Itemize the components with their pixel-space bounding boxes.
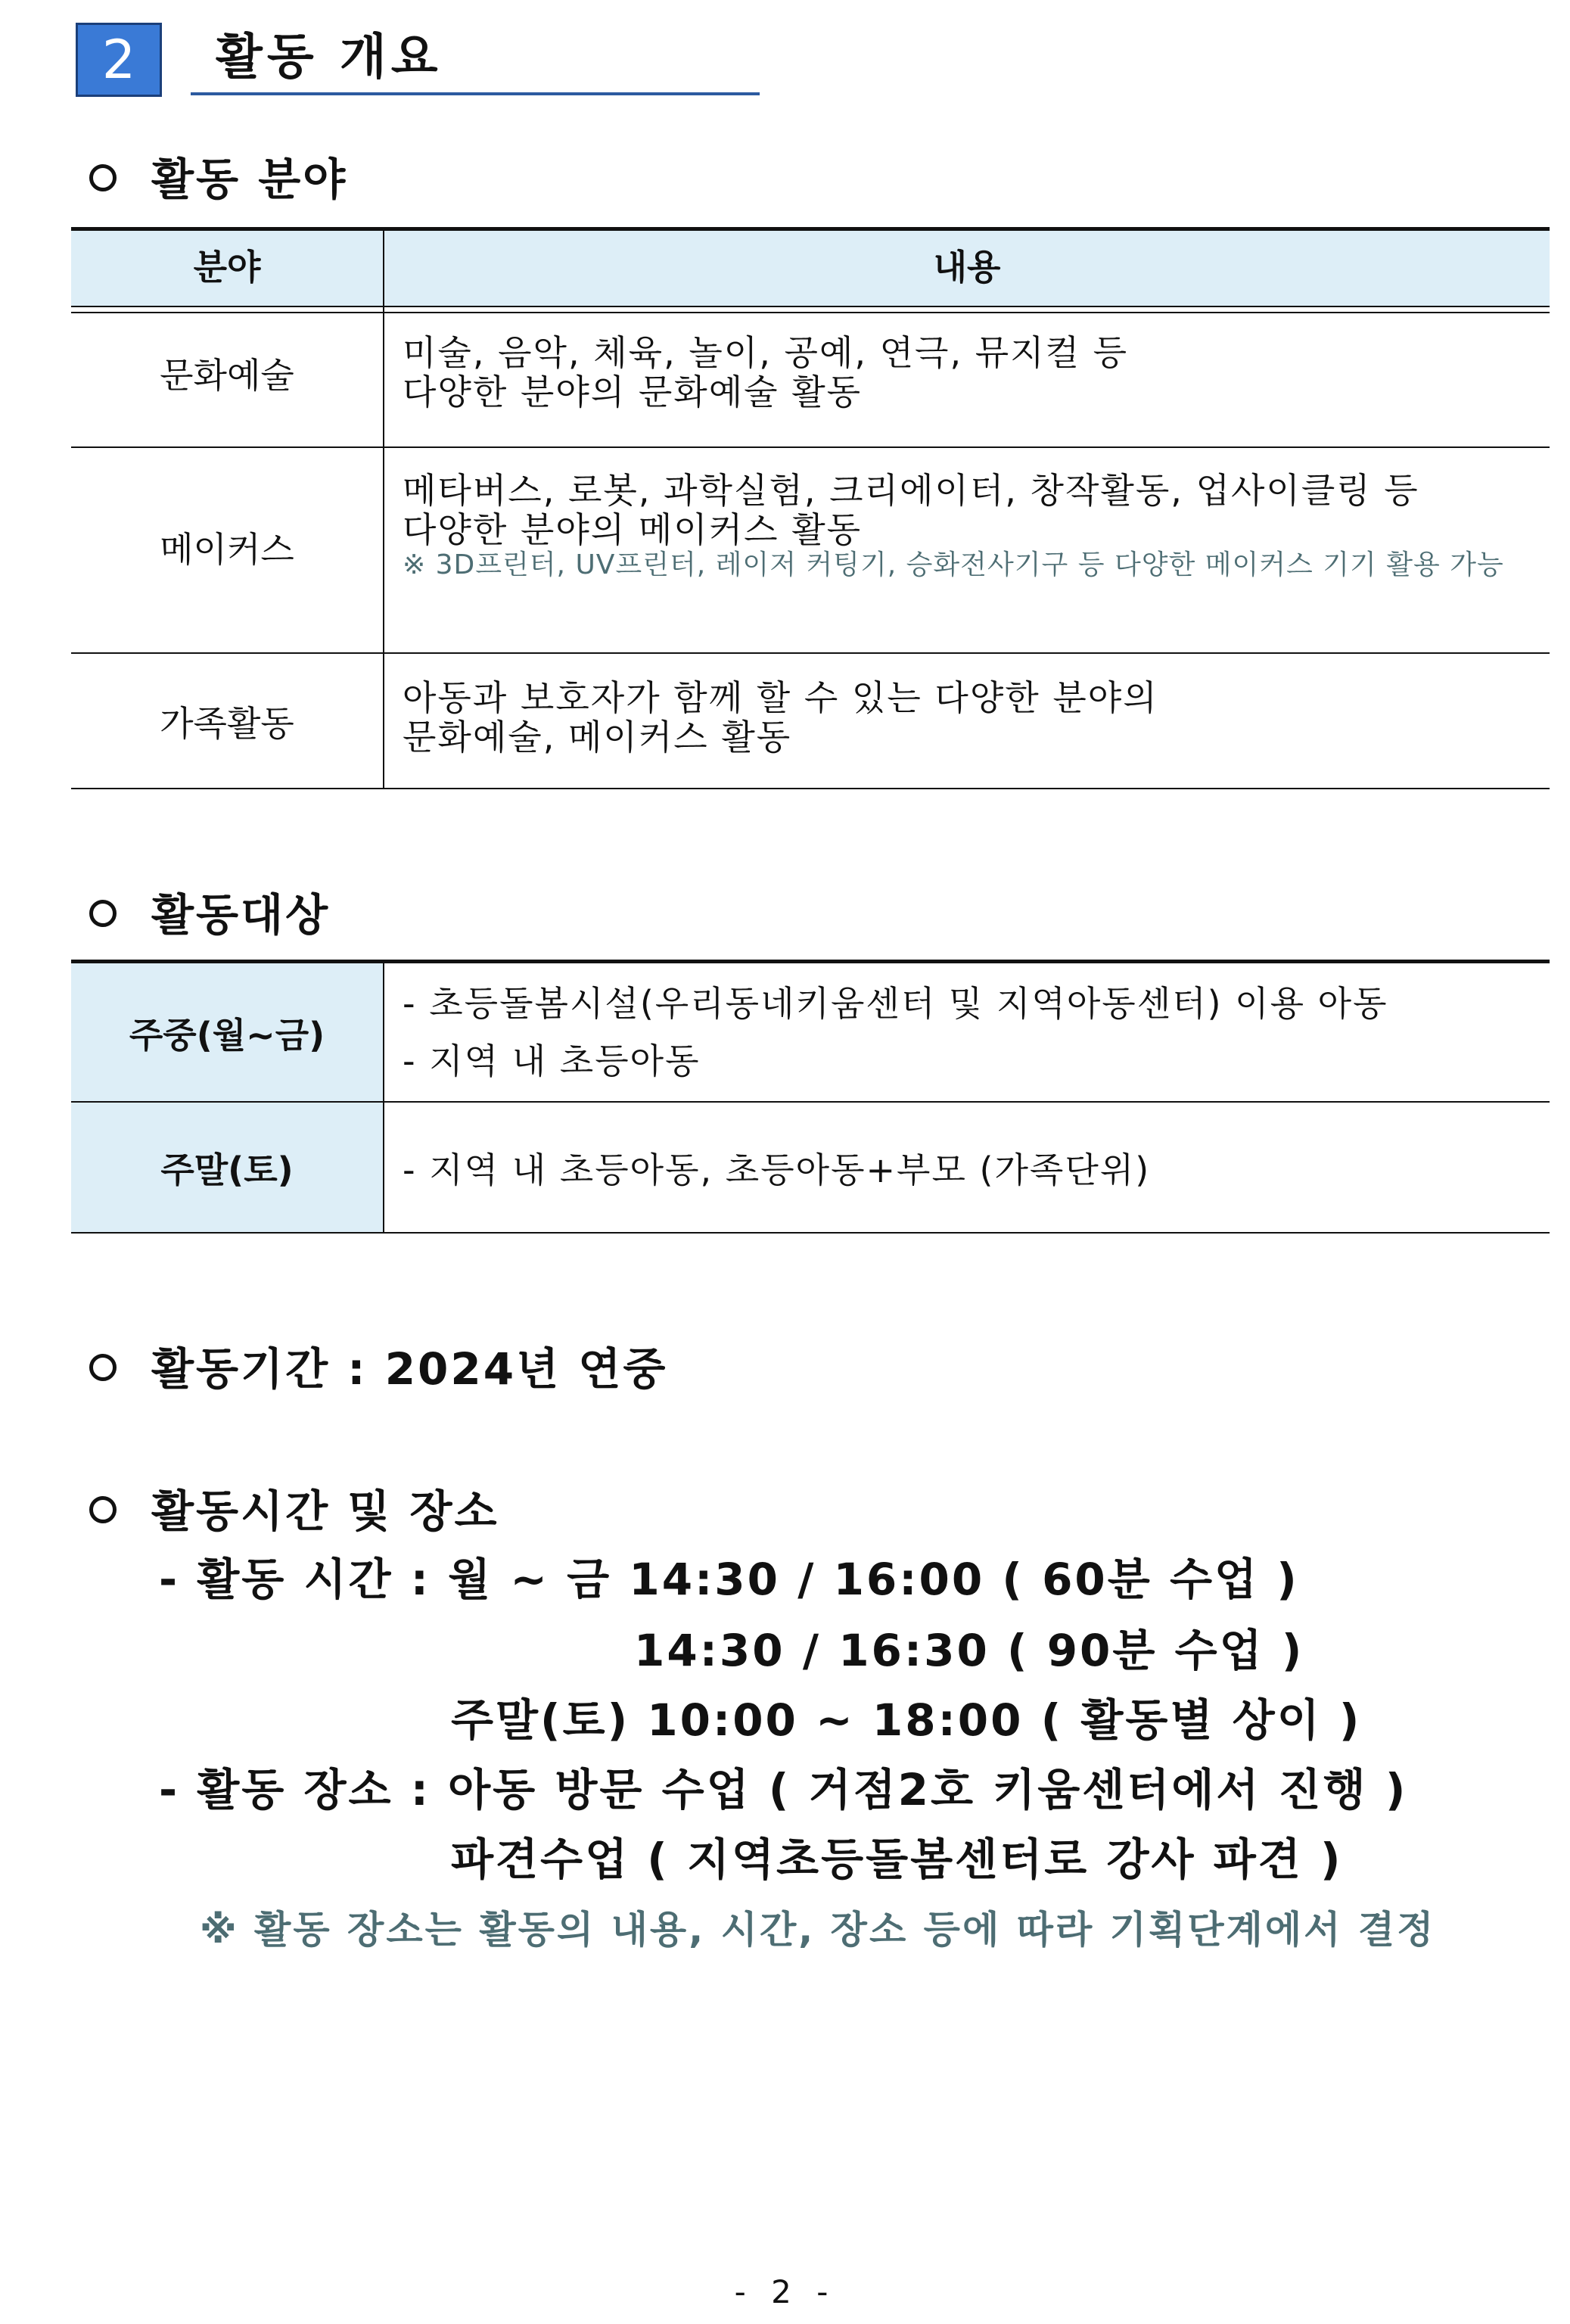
content-note: ※ 3D프린터, UV프린터, 레이저 커팅기, 승화전사기구 등 다양한 메이커스 기기 활용 가능 bbox=[403, 549, 1504, 580]
table-bottom-line bbox=[71, 1232, 1550, 1234]
heading-targets bbox=[89, 879, 330, 943]
table-row-divider bbox=[71, 652, 1550, 654]
heading-period-text: 활동기간 : 2024년 연중 bbox=[151, 1343, 668, 1395]
place-note: ※ 활동 장소는 활동의 내용, 시간, 장소 등에 따라 기획단계에서 결정 bbox=[200, 1908, 1436, 1952]
content-line: 아동과 보호자가 함께 할 수 있는 다양한 분야의 bbox=[403, 677, 1158, 718]
table-row-category: 문화예술 bbox=[160, 355, 294, 396]
heading-activity-fields bbox=[89, 144, 347, 207]
weekday-line: - 지역 내 초등아동 bbox=[403, 1041, 701, 1081]
circle-bullet-icon bbox=[89, 900, 117, 927]
heading-schedule bbox=[89, 1476, 499, 1539]
content-line: 다양한 분야의 메이커스 활동 bbox=[403, 509, 863, 550]
place-line-1: - 활동 장소 : 아동 방문 수업 ( 거점2호 키움센터에서 진행 ) bbox=[159, 1764, 1408, 1815]
content-line: 다양한 분야의 문화예술 활동 bbox=[403, 372, 863, 412]
weekday-category: 주중(월~금) bbox=[129, 1015, 325, 1056]
table-row-category: 메이커스 bbox=[160, 529, 294, 570]
table-row-category: 가족활동 bbox=[160, 703, 294, 744]
table-column-divider bbox=[383, 227, 384, 789]
table-row-content bbox=[403, 333, 1537, 412]
circle-bullet-icon bbox=[89, 1354, 117, 1381]
table-row-divider bbox=[71, 1101, 1550, 1103]
place-line-2: 파견수업 ( 지역초등돌봄센터로 강사 파견 ) bbox=[451, 1834, 1343, 1885]
table-header-category: 분야 bbox=[193, 247, 261, 288]
content-line: 문화예술, 메이커스 활동 bbox=[403, 717, 792, 758]
table-row-divider bbox=[71, 446, 1550, 448]
section-title-underline bbox=[191, 92, 760, 95]
heading-activity-fields-text: 활동 분야 bbox=[151, 154, 348, 205]
content-line: 미술, 음악, 체육, 놀이, 공예, 연극, 뮤지컬 등 bbox=[403, 332, 1129, 373]
circle-bullet-icon bbox=[89, 1496, 117, 1523]
content-line: 메타버스, 로봇, 과학실험, 크리에이터, 창작활동, 업사이클링 등 bbox=[403, 470, 1419, 511]
heading-period bbox=[89, 1333, 667, 1397]
section-number-badge: 2 bbox=[76, 23, 162, 97]
time-line-2: 14:30 / 16:30 ( 90분 수업 ) bbox=[634, 1625, 1304, 1676]
heading-targets-text: 활동대상 bbox=[151, 889, 331, 941]
table-row-content bbox=[403, 678, 1537, 757]
table-row-content bbox=[403, 471, 1537, 581]
time-line-3: 주말(토) 10:00 ~ 18:00 ( 활동별 상이 ) bbox=[451, 1694, 1362, 1746]
table-column-divider bbox=[383, 960, 384, 1234]
heading-schedule-text: 활동시간 및 장소 bbox=[151, 1486, 499, 1537]
page-number: - 2 - bbox=[734, 2273, 836, 2310]
circle-bullet-icon bbox=[89, 164, 117, 191]
section-title: 활동 개요 bbox=[216, 30, 443, 86]
table-bottom-line bbox=[71, 788, 1550, 789]
weekday-line: - 초등돌봄시설(우리동네키움센터 및 지역아동센터) 이용 아동 bbox=[403, 983, 1388, 1024]
weekend-category: 주말(토) bbox=[160, 1150, 294, 1190]
time-line-1: - 활동 시간 : 월 ~ 금 14:30 / 16:00 ( 60분 수업 ) bbox=[159, 1554, 1299, 1605]
table-header-double-line bbox=[71, 306, 1550, 313]
weekend-line: - 지역 내 초등아동, 초등아동+부모 (가족단위) bbox=[403, 1150, 1151, 1190]
table-header-content: 내용 bbox=[933, 247, 1001, 288]
